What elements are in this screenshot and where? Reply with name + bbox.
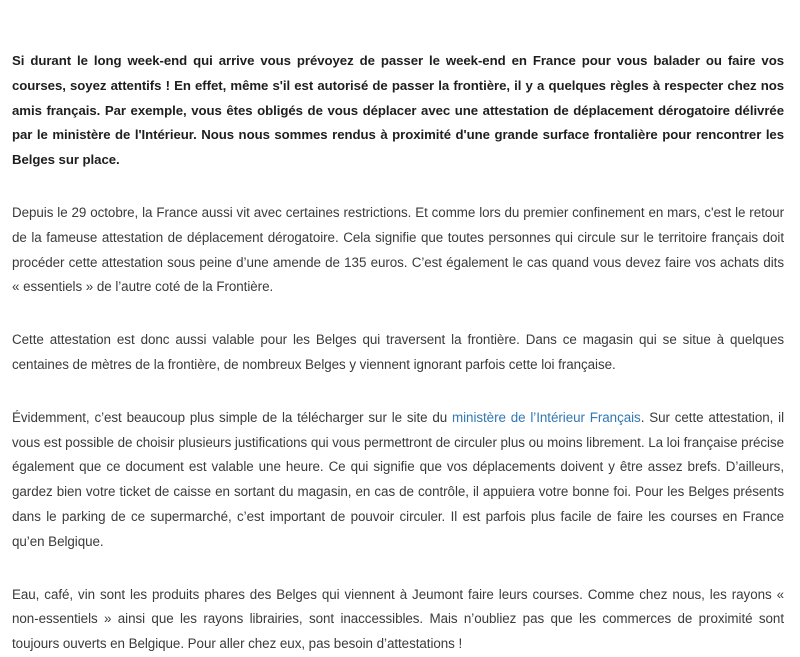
ministry-interior-link[interactable]: ministère de l’Intérieur Français <box>452 409 641 425</box>
article-body <box>12 49 784 657</box>
paragraph-text-after-link: . Sur cette attestation, il vous est possible de choisir plusieurs justifications qui vous permettront de circuler plus ou moins librement. La loi française précise également que ce document est valable une heure. Ce qui signifie que vos déplacements doivent y être assez brefs. D’ailleurs, gardez bien votre ticket de caisse en sortant du magasin, en cas de contrôle, il appuiera votre bonne foi. Pour les Belges présents dans le parking de ce supermarché, c’est important de pouvoir circuler. Il est parfois plus facile de faire les courses en France qu’en Belgique. <box>12 409 784 549</box>
lead-paragraph: Si durant le long week-end qui arrive vous prévoyez de passer le week-end en France pour vous balader ou faire vos courses, soyez attentifs ! En effet, même s'il est autorisé de passer la frontière, il y a quelques règles à respecter chez nos amis français. Par exemple, vous êtes obligés de vous déplacer avec une attestation de déplacement dérogatoire délivrée par le ministère de l'Intérieur. Nous nous sommes rendus à proximité d'une grande surface frontalière pour rencontrer les Belges sur place. <box>12 53 784 168</box>
paragraph-text-before-link: Évidemment, c’est beaucoup plus simple de la télécharger sur le site du <box>12 409 453 425</box>
paragraph-restrictions: Depuis le 29 octobre, la France aussi vit avec certaines restrictions. Et comme lors du premier confinement en mars, c'est le retour de la fameuse attestation de déplacement dérogatoire. Cela signifie que toutes personnes qui circule sur le territoire français doit procéder cette attestation sous peine d’une amende de 135 euros. C’est également le cas quand vous devez faire vos achats dits « essentiels » de l’autre coté de la Frontière. <box>12 204 784 295</box>
paragraph-products-jeumont: Eau, café, vin sont les produits phares des Belges qui viennent à Jeumont faire leurs courses. Comme chez nous, les rayons « non-essentiels » ainsi que les rayons librairies, sont inaccessibles. Mais n’oubliez pas que les commerces de proximité sont toujours ouverts en Belgique. Pour aller chez eux, pas besoin d’attestations ! <box>12 586 784 652</box>
paragraph-validity-for-belgians: Cette attestation est donc aussi valable pour les Belges qui traversent la frontière. Dans ce magasin qui se situe à quelques centaines de mètres de la frontière, de nombreux Belges y viennent ignorant parfois cette loi française. <box>12 332 784 372</box>
paragraph-download-attestation <box>12 406 784 555</box>
